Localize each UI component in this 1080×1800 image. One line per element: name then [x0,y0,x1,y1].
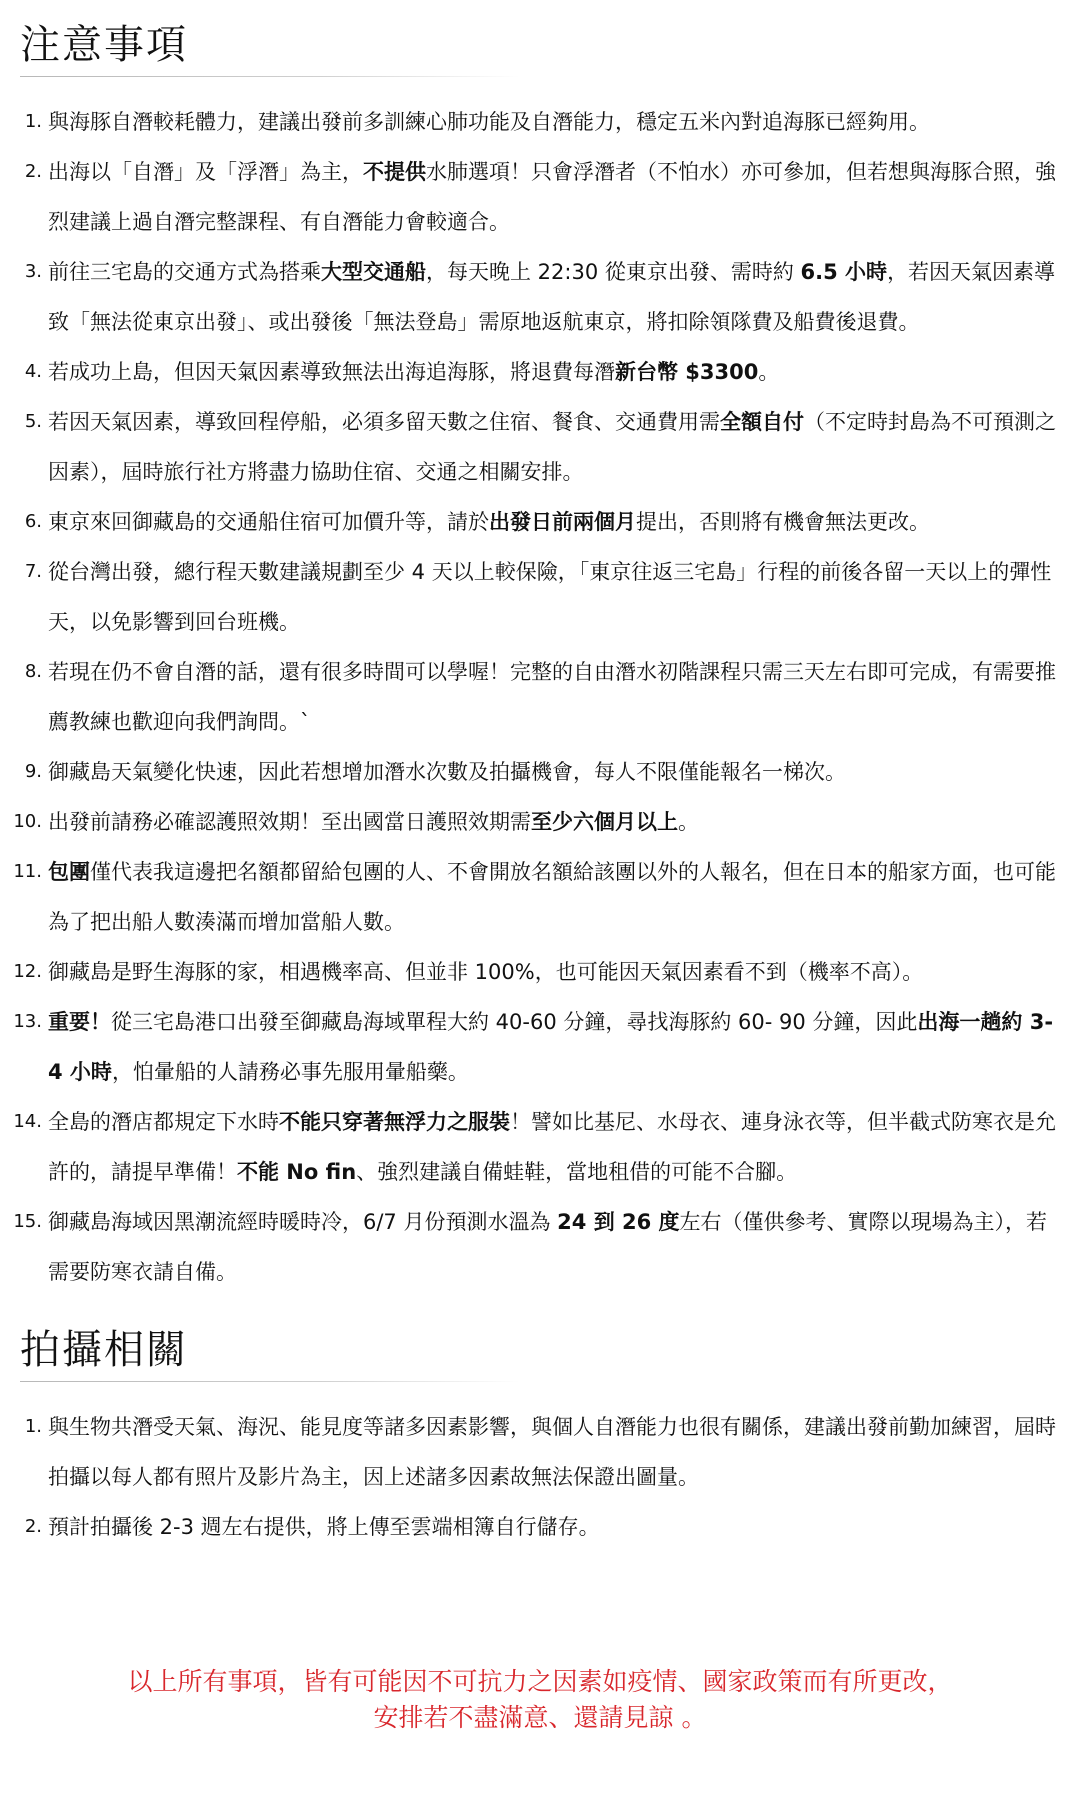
item-text: （不定時封島為不可預測之因素），屆時旅行社方將盡力協助住宿、交通之相關安排。 [48,410,1056,484]
list-item [20,1502,1062,1552]
list-item [20,397,1062,497]
item-text: 出發前請務必確認護照效期！至出國當日護照效期需 [48,810,531,834]
list-item [13,947,1062,997]
list-item [20,747,1062,797]
title-divider [20,76,520,77]
emphasis-text: 出發日前兩個月 [489,510,636,534]
item-text: 僅代表我這邊把名額都留給包團的人、不會開放名額給該團以外的人報名，但在日本的船家方面，也可能為了把出船人數湊滿而增加當船人數。 [48,860,1056,934]
item-text: ，若因天氣因素導致「無法從東京出發」、或出發後「無法登島」需原地返航東京，將扣除領隊費及船費後退費。 [48,260,1056,334]
list-item [13,847,1062,947]
item-text: 御藏島海域因黑潮流經時暖時冷，6/7 月份預測水溫為 [48,1210,558,1234]
item-text: 與海豚自潛較耗體力，建議出發前多訓練心肺功能及自潛能力，穩定五米內對追海豚已經夠用。 [48,110,930,134]
item-text: ，每天晚上 22:30 從東京出發、需時約 [426,260,801,284]
item-text: 御藏島是野生海豚的家，相遇機率高、但並非 100%，也可能因天氣因素看不到（機率不高）。 [48,960,924,984]
item-number: 14. [13,1111,42,1132]
item-text: ！譬如比基尼、水母衣、連身泳衣等，但半截式防寒衣是允許的，請提早準備！ [48,1110,1056,1184]
emphasis-text: 不能 No fin [237,1160,357,1184]
item-number: 3. [24,261,42,282]
item-text: 。 [758,360,780,384]
list-item [20,347,1062,397]
list-item [20,547,1062,647]
emphasis-text: 大型交通船 [321,260,426,284]
section-title-photo: 拍攝相關 [20,1327,188,1373]
item-text: 前往三宅島的交通方式為搭乘 [48,260,321,284]
item-number: 1. [24,111,42,132]
photo-notes-list [20,1402,1062,1552]
list-item [20,247,1062,347]
item-text: 與生物共潛受天氣、海況、能見度等諸多因素影響，與個人自潛能力也很有關係，建議出發前勤加練習，屆時拍攝以每人都有照片及影片為主，因上述諸多因素故無法保證出圖量。 [48,1415,1056,1489]
item-number: 11. [13,861,42,882]
item-text: 出海以「自潛」及「浮潛」為主， [48,160,363,184]
list-item [13,797,1062,847]
emphasis-text: 包團 [48,860,90,884]
item-number: 6. [24,511,42,532]
emphasis-text: 出海一趟約 3-4 小時 [48,1010,1054,1084]
item-number: 10. [13,811,42,832]
emphasis-text: 全額自付 [720,410,804,434]
emphasis-text: 6.5 小時 [800,260,888,284]
emphasis-text: 24 到 26 度 [557,1210,680,1234]
item-number: 9. [24,761,42,782]
list-item [20,97,1062,147]
item-text: 。 [678,810,699,834]
item-number: 2. [24,1516,42,1537]
item-number: 2. [24,161,42,182]
emphasis-text: 至少六個月以上 [531,810,678,834]
item-number: 4. [24,361,42,382]
list-item [20,647,1062,747]
item-number: 12. [13,961,42,982]
disclaimer-line-2: 安排若不盡滿意、還請見諒 。 [373,1703,707,1732]
emphasis-text: 重要！ [48,1010,111,1034]
item-text: 從三宅島港口出發至御藏島海域單程大約 40-60 分鐘，尋找海豚約 60- 90 分鐘，因此 [111,1010,918,1034]
list-item [13,997,1062,1097]
emphasis-text: 不能只穿著無浮力之服裝 [279,1110,510,1134]
item-text: 東京來回御藏島的交通船住宿可加價升等，請於 [48,510,489,534]
item-text: 若因天氣因素，導致回程停船，必須多留天數之住宿、餐食、交通費用需 [48,410,720,434]
item-number: 8. [24,661,42,682]
item-text: 左右（僅供參考、實際以現場為主），若需要防寒衣請自備。 [48,1210,1048,1284]
emphasis-text: 不提供 [363,160,426,184]
disclaimer-line-1: 以上所有事項，皆有可能因不可抗力之因素如疫情、國家政策而有所更改， [127,1667,953,1696]
item-text: 若現在仍不會自潛的話，還有很多時間可以學喔！完整的自由潛水初階課程只需三天左右即可完成，有需要推薦教練也歡迎向我們詢問。` [48,660,1056,734]
list-item [13,1097,1062,1197]
item-text: 、強烈建議自備蛙鞋，當地租借的可能不合腳。 [356,1160,798,1184]
emphasis-text: 新台幣 $3300 [615,360,759,384]
item-number: 7. [24,561,42,582]
item-text: 預計拍攝後 2-3 週左右提供，將上傳至雲端相簿自行儲存。 [48,1515,600,1539]
photo-section [20,1319,1062,1552]
notes-section [13,14,1062,1297]
item-text: 從台灣出發，總行程天數建議規劃至少 4 天以上較保險，「東京往返三宅島」行程的前後各留一天以上的彈性天，以免影響到回台班機。 [48,560,1052,634]
item-number: 15. [13,1211,42,1232]
list-item [20,497,1062,547]
list-item [13,1197,1062,1297]
item-text: 若成功上島，但因天氣因素導致無法出海追海豚，將退費每潛 [48,360,615,384]
item-number: 1. [24,1416,42,1437]
item-number: 13. [13,1011,42,1032]
list-item [20,147,1062,247]
item-text: 提出，否則將有機會無法更改。 [636,510,930,534]
list-item [20,1402,1062,1502]
item-text: 全島的潛店都規定下水時 [48,1110,279,1134]
item-text: 水肺選項！只會浮潛者（不怕水）亦可參加，但若想與海豚合照，強烈建議上過自潛完整課程、有自潛能力會較適合。 [48,160,1056,234]
item-number: 5. [24,411,42,432]
item-text: 御藏島天氣變化快速，因此若想增加潛水次數及拍攝機會，每人不限僅能報名一梯次。 [48,760,846,784]
title-divider [20,1381,520,1382]
notes-list [13,97,1062,1297]
item-text: ，怕暈船的人請務必事先服用暈船藥。 [111,1060,469,1084]
disclaimer-note [0,1664,1080,1736]
section-title-notes: 注意事項 [20,22,188,68]
